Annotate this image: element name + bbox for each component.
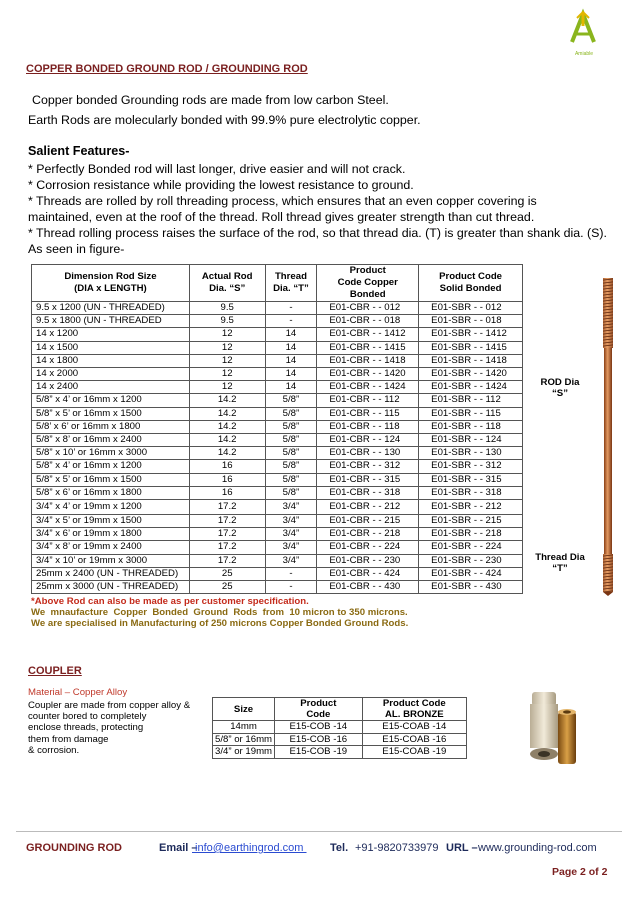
table-row: [32, 581, 523, 594]
table-row: [32, 434, 523, 447]
cell-rod-size: 9.5 x 1800 (UN - THREADED: [32, 315, 190, 328]
footer-tel-label: Tel.: [330, 842, 349, 854]
cell-thread-dia: 3/4”: [265, 515, 317, 528]
cell-rod-size: 5/8” x 4’ or 16mm x 1200: [32, 394, 190, 407]
cell-rod-size: 5/8” x 5’ or 16mm x 1500: [32, 473, 190, 486]
cell-thread-dia: 5/8”: [265, 460, 317, 473]
cell-thread-dia: 14: [265, 328, 317, 341]
cell-rod-size: 3/4” x 4’ or 19mm x 1200: [32, 500, 190, 515]
cell-thread-dia: 5/8”: [265, 420, 317, 433]
header-product-code-copper: Product Code Copper Bonded: [317, 265, 419, 302]
cell-code-copper-bonded: E01-CBR - - 115: [317, 407, 419, 420]
cell-code-solid-bonded: E01-SBR - - 130: [419, 447, 523, 460]
cell-code-copper-bonded: E01-CBR - - 424: [317, 567, 419, 580]
note-250-micron: We are specialised in Manufacturing of 250 microns Copper Bonded Ground Rods.: [31, 618, 409, 629]
cell-rod-size: 14 x 1500: [32, 341, 190, 354]
cell-code-copper-bonded: E01-CBR - - 124: [317, 434, 419, 447]
cell-actual-dia: 14.2: [189, 447, 265, 460]
cell-code-solid-bonded: E01-SBR - - 1424: [419, 381, 523, 394]
cell-code-solid-bonded: E01-SBR - - 230: [419, 554, 523, 567]
feature-line: maintained, even at the roof of the thread. Roll thread gives greater strength than cut thread.: [28, 210, 535, 224]
coupler-image: [508, 688, 588, 774]
cell-code-copper-bonded: E01-CBR - - 130: [317, 447, 419, 460]
cell-code-copper-bonded: E01-CBR - - 315: [317, 473, 419, 486]
cell-thread-dia: -: [265, 315, 317, 328]
feature-line: * Perfectly Bonded rod will last longer, drive easier and will not crack.: [28, 162, 406, 176]
cell-size: 14mm: [213, 721, 275, 734]
cell-thread-dia: 14: [265, 354, 317, 367]
cell-rod-size: 5/8’ x 6’ or 16mm x 1800: [32, 420, 190, 433]
cell-rod-size: 14 x 1800: [32, 354, 190, 367]
cell-code-solid-bonded: E01-SBR - - 224: [419, 541, 523, 554]
cell-code-solid-bonded: E01-SBR - - 124: [419, 434, 523, 447]
cell-code-copper-bonded: E01-CBR - - 318: [317, 486, 419, 499]
coupler-material: Material – Copper Alloy: [28, 687, 128, 698]
cell-thread-dia: 5/8”: [265, 407, 317, 420]
coupler-table: [212, 697, 467, 759]
table-row: [32, 302, 523, 315]
cell-code-solid-bonded: E01-SBR - - 012: [419, 302, 523, 315]
features-list: [28, 161, 607, 257]
cell-rod-size: 3/4” x 8’ or 19mm x 2400: [32, 541, 190, 554]
cell-code-solid-bonded: E01-SBR - - 315: [419, 473, 523, 486]
table-header-row: [213, 698, 467, 721]
cell-thread-dia: 3/4”: [265, 528, 317, 541]
cell-actual-dia: 16: [189, 460, 265, 473]
company-logo: [566, 8, 602, 62]
table-row: [32, 407, 523, 420]
footer-url-label: URL –: [446, 842, 478, 854]
cell-actual-dia: 12: [189, 341, 265, 354]
header-size: Size: [213, 698, 275, 721]
cell-rod-size: 5/8” x 5’ or 16mm x 1500: [32, 407, 190, 420]
cell-code-copper-bonded: E01-CBR - - 224: [317, 541, 419, 554]
intro-line-2: Earth Rods are molecularly bonded with 99.9% pure electrolytic copper.: [28, 113, 421, 127]
cell-thread-dia: 14: [265, 368, 317, 381]
cell-code-solid-bonded: E01-SBR - - 1412: [419, 328, 523, 341]
cell-thread-dia: 5/8”: [265, 473, 317, 486]
cell-rod-size: 3/4” x 5’ or 19mm x 1500: [32, 515, 190, 528]
cell-bronze-code: E15-COAB -14: [362, 721, 466, 734]
cell-actual-dia: 17.2: [189, 515, 265, 528]
cell-thread-dia: -: [265, 302, 317, 315]
logo-text: Amiable: [574, 51, 594, 57]
table-row: [32, 354, 523, 367]
cell-thread-dia: 3/4”: [265, 500, 317, 515]
cell-rod-size: 3/4” x 6’ or 19mm x 1800: [32, 528, 190, 541]
cell-actual-dia: 17.2: [189, 554, 265, 567]
cell-code-copper-bonded: E01-CBR - - 018: [317, 315, 419, 328]
feature-line: * Corrosion resistance while providing the lowest resistance to ground.: [28, 178, 414, 192]
footer-email-label: Email –: [159, 842, 198, 854]
notes: [31, 596, 408, 629]
table-row: [32, 486, 523, 499]
cell-rod-size: 5/8” x 8’ or 16mm x 2400: [32, 434, 190, 447]
cell-code-solid-bonded: E01-SBR - - 424: [419, 567, 523, 580]
cell-code-copper-bonded: E01-CBR - - 218: [317, 528, 419, 541]
cell-actual-dia: 12: [189, 328, 265, 341]
thread-dia-label: Thread Dia “T”: [535, 552, 585, 574]
table-row: [32, 341, 523, 354]
cell-rod-size: 5/8” x 6’ or 16mm x 1800: [32, 486, 190, 499]
rod-spec-table: [31, 264, 523, 594]
page-number: Page 2 of 2: [552, 866, 608, 878]
cell-code-copper-bonded: E01-CBR - - 1412: [317, 328, 419, 341]
cell-actual-dia: 16: [189, 473, 265, 486]
table-row: [32, 473, 523, 486]
cell-code-copper-bonded: E01-CBR - - 1415: [317, 341, 419, 354]
table-row: [32, 460, 523, 473]
table-row: [32, 368, 523, 381]
cell-actual-dia: 9.5: [189, 315, 265, 328]
cell-thread-dia: 5/8”: [265, 447, 317, 460]
cell-code-solid-bonded: E01-SBR - - 018: [419, 315, 523, 328]
header-actual-dia: Actual Rod Dia. “S”: [189, 265, 265, 302]
cell-code-copper-bonded: E01-CBR - - 118: [317, 420, 419, 433]
cell-rod-size: 5/8” x 10’ or 16mm x 3000: [32, 447, 190, 460]
cell-code-copper-bonded: E01-CBR - - 012: [317, 302, 419, 315]
header-dimension: Dimension Rod Size (DIA x LENGTH): [32, 265, 190, 302]
cell-actual-dia: 14.2: [189, 434, 265, 447]
cell-actual-dia: 9.5: [189, 302, 265, 315]
cell-thread-dia: 5/8”: [265, 394, 317, 407]
cell-bronze-code: E15-COAB -19: [362, 746, 466, 759]
rod-dia-label: ROD Dia “S”: [540, 377, 580, 399]
table-row: [32, 447, 523, 460]
cell-actual-dia: 14.2: [189, 394, 265, 407]
table-row: [32, 500, 523, 515]
footer-brand: GROUNDING ROD: [26, 842, 122, 854]
cell-code-solid-bonded: E01-SBR - - 212: [419, 500, 523, 515]
cell-rod-size: 14 x 1200: [32, 328, 190, 341]
cell-actual-dia: 25: [189, 567, 265, 580]
cell-actual-dia: 12: [189, 354, 265, 367]
cell-thread-dia: 14: [265, 341, 317, 354]
table-row: [32, 515, 523, 528]
footer-tel: +91-9820733979: [355, 842, 439, 854]
cell-thread-dia: 5/8”: [265, 434, 317, 447]
cell-code-copper-bonded: E01-CBR - - 1420: [317, 368, 419, 381]
cell-code-solid-bonded: E01-SBR - - 112: [419, 394, 523, 407]
cell-thread-dia: 14: [265, 381, 317, 394]
cell-code-solid-bonded: E01-SBR - - 118: [419, 420, 523, 433]
cell-code-solid-bonded: E01-SBR - - 215: [419, 515, 523, 528]
table-row: [213, 746, 467, 759]
cell-rod-size: 25mm x 3000 (UN - THREADED): [32, 581, 190, 594]
cell-code-copper-bonded: E01-CBR - - 430: [317, 581, 419, 594]
cell-code-solid-bonded: E01-SBR - - 1415: [419, 341, 523, 354]
cell-code-copper-bonded: E01-CBR - - 212: [317, 500, 419, 515]
table-row: [32, 315, 523, 328]
header-thread-dia: Thread Dia. “T”: [265, 265, 317, 302]
cell-actual-dia: 14.2: [189, 407, 265, 420]
cell-product-code: E15-COB -14: [275, 721, 363, 734]
cell-rod-size: 5/8” x 4’ or 16mm x 1200: [32, 460, 190, 473]
cell-actual-dia: 17.2: [189, 541, 265, 554]
cell-actual-dia: 17.2: [189, 528, 265, 541]
cell-actual-dia: 17.2: [189, 500, 265, 515]
header-product-code: Product Code: [275, 698, 363, 721]
table-row: [213, 733, 467, 746]
cell-code-copper-bonded: E01-CBR - - 312: [317, 460, 419, 473]
cell-actual-dia: 12: [189, 381, 265, 394]
footer-divider: [16, 831, 622, 832]
intro-line-1: Copper bonded Grounding rods are made from low carbon Steel.: [32, 93, 389, 107]
cell-code-copper-bonded: E01-CBR - - 112: [317, 394, 419, 407]
feature-line: * Threads are rolled by roll threading process, which ensures that an even copper covering is: [28, 194, 537, 208]
cell-code-solid-bonded: E01-SBR - - 318: [419, 486, 523, 499]
header-bronze-code: Product Code AL. BRONZE: [362, 698, 466, 721]
table-row: [32, 528, 523, 541]
table-row: [32, 420, 523, 433]
cell-rod-size: 14 x 2400: [32, 381, 190, 394]
cell-product-code: E15-COB -16: [275, 733, 363, 746]
cell-bronze-code: E15-COAB -16: [362, 733, 466, 746]
page-title: COPPER BONDED GROUND ROD / GROUNDING ROD: [26, 63, 308, 75]
cell-code-solid-bonded: E01-SBR - - 1418: [419, 354, 523, 367]
header-product-code-solid: Product Code Solid Bonded: [419, 265, 523, 302]
cell-thread-dia: 5/8”: [265, 486, 317, 499]
cell-code-solid-bonded: E01-SBR - - 1420: [419, 368, 523, 381]
copper-rod-image: [600, 278, 616, 596]
table-row: [32, 394, 523, 407]
footer-email-link[interactable]: info@earthingrod.com: [192, 842, 307, 854]
cell-thread-dia: 3/4”: [265, 541, 317, 554]
cell-size: 3/4” or 19mm: [213, 746, 275, 759]
table-row: [32, 381, 523, 394]
feature-line: As seen in figure-: [28, 242, 125, 256]
cell-thread-dia: -: [265, 581, 317, 594]
cell-code-copper-bonded: E01-CBR - - 1418: [317, 354, 419, 367]
cell-code-copper-bonded: E01-CBR - - 1424: [317, 381, 419, 394]
cell-product-code: E15-COB -19: [275, 746, 363, 759]
features-heading: Salient Features-: [28, 144, 130, 158]
coupler-description: Coupler are made from copper alloy & counter bored to completely enclose threads, protecting them from damage & corrosion.: [28, 700, 191, 756]
cell-thread-dia: 3/4”: [265, 554, 317, 567]
cell-code-copper-bonded: E01-CBR - - 215: [317, 515, 419, 528]
cell-rod-size: 14 x 2000: [32, 368, 190, 381]
note-micron-range: We mnaufacture Copper Bonded Ground Rods from 10 micron to 350 microns.: [31, 607, 408, 618]
cell-code-solid-bonded: E01-SBR - - 312: [419, 460, 523, 473]
cell-code-solid-bonded: E01-SBR - - 115: [419, 407, 523, 420]
table-header-row: [32, 265, 523, 302]
cell-thread-dia: -: [265, 567, 317, 580]
footer: [26, 842, 626, 856]
table-row: [32, 554, 523, 567]
footer-url-link[interactable]: www.grounding-rod.com: [478, 842, 597, 854]
cell-actual-dia: 16: [189, 486, 265, 499]
table-row: [32, 567, 523, 580]
table-row: [32, 541, 523, 554]
note-custom-spec: *Above Rod can also be made as per customer specification.: [31, 596, 309, 607]
table-row: [213, 721, 467, 734]
cell-rod-size: 9.5 x 1200 (UN - THREADED): [32, 302, 190, 315]
feature-line: * Thread rolling process raises the surface of the rod, so that thread dia. (T) is greater than shank dia. (S).: [28, 226, 607, 240]
cell-rod-size: 3/4” x 10’ or 19mm x 3000: [32, 554, 190, 567]
coupler-heading: COUPLER: [28, 665, 82, 677]
cell-size: 5/8” or 16mm: [213, 733, 275, 746]
cell-rod-size: 25mm x 2400 (UN - THREADED): [32, 567, 190, 580]
cell-actual-dia: 14.2: [189, 420, 265, 433]
cell-actual-dia: 12: [189, 368, 265, 381]
table-row: [32, 328, 523, 341]
cell-code-copper-bonded: E01-CBR - - 230: [317, 554, 419, 567]
cell-actual-dia: 25: [189, 581, 265, 594]
cell-code-solid-bonded: E01-SBR - - 218: [419, 528, 523, 541]
cell-code-solid-bonded: E01-SBR - - 430: [419, 581, 523, 594]
